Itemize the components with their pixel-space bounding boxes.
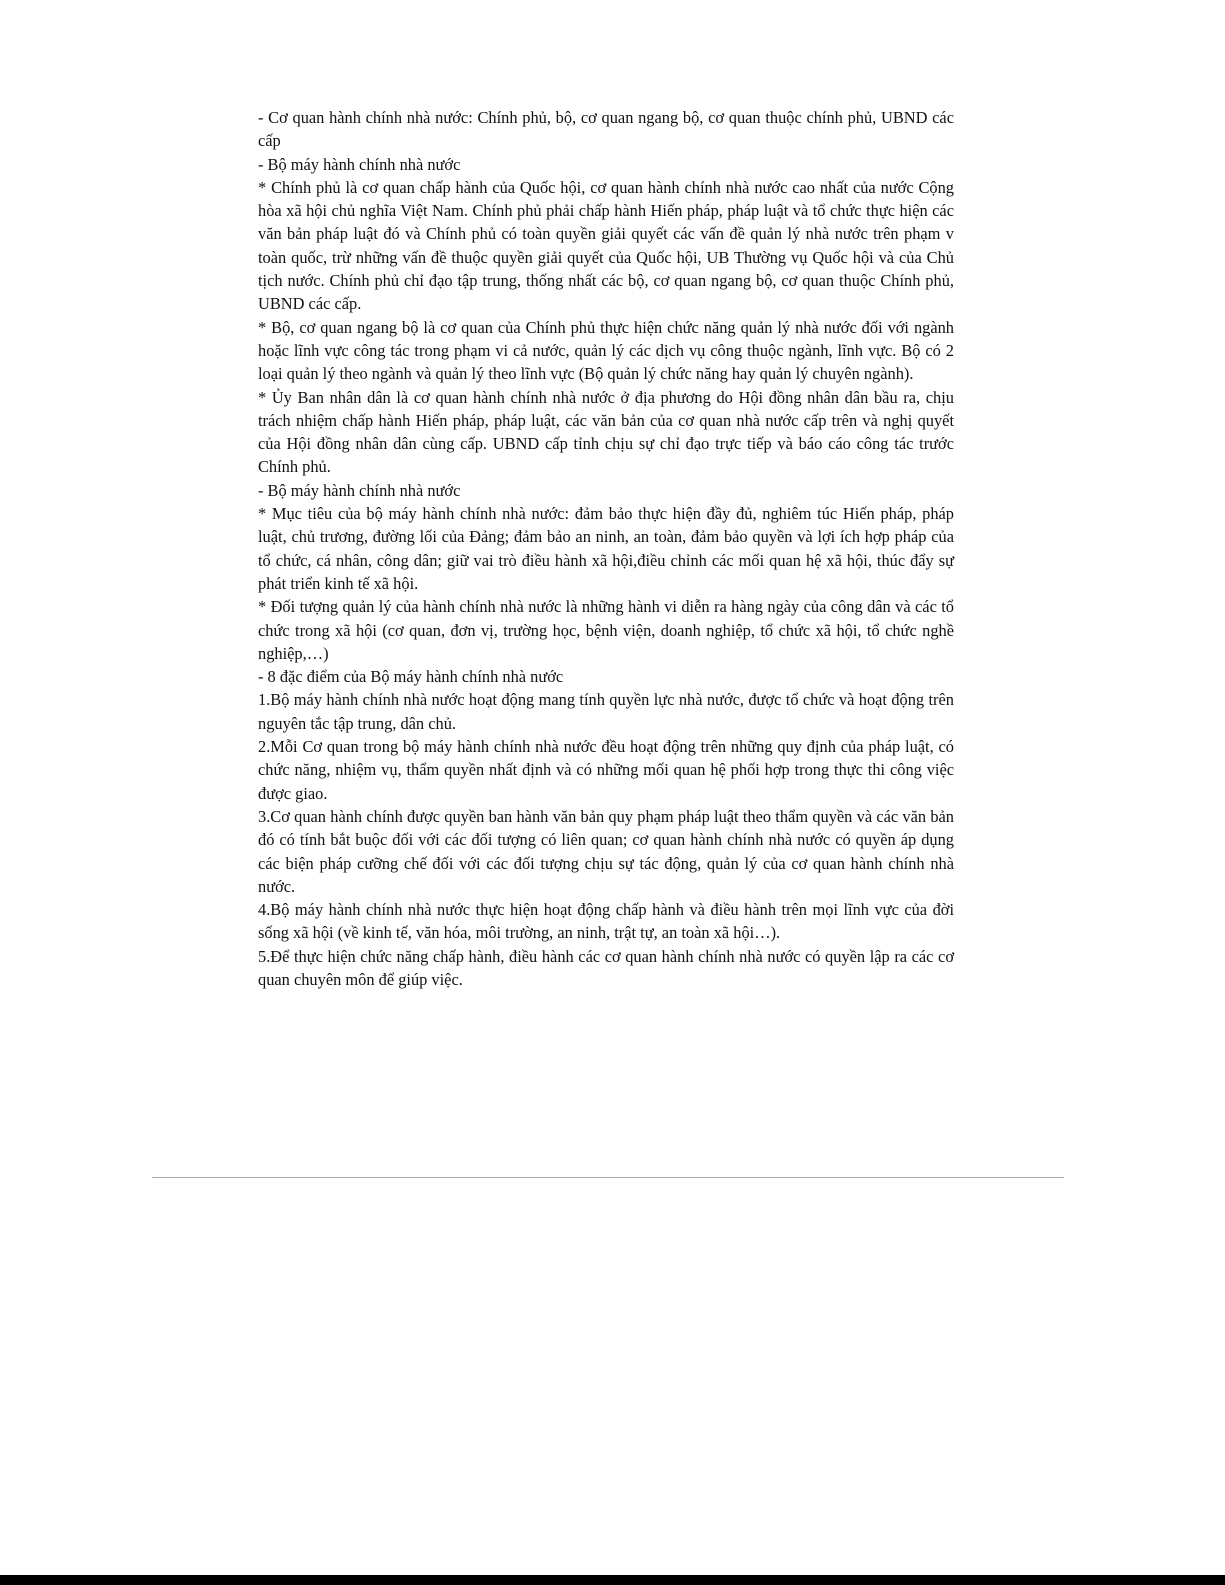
paragraph: * Mục tiêu của bộ máy hành chính nhà nước: đảm bảo thực hiện đầy đủ, nghiêm túc Hiến pháp, pháp luật, chủ trương, đường lối của Đảng; đảm bảo an ninh, an toàn, đảm bảo quyền và lợi ích hợp pháp của tổ chức, cá nhân, công dân; giữ vai trò điều hành xã hội,điều chỉnh các mối quan hệ xã hội, thúc đẩy sự phát triển kinh tế xã hội. — [258, 504, 954, 593]
paragraph: - 8 đặc điểm của Bộ máy hành chính nhà nước — [258, 667, 564, 687]
paragraph: - Cơ quan hành chính nhà nước: Chính phủ, bộ, cơ quan ngang bộ, cơ quan thuộc chính phủ, UBND các cấp — [258, 108, 954, 151]
paragraph: * Ủy Ban nhân dân là cơ quan hành chính nhà nước ở địa phương do Hội đồng nhân dân bầu ra, chịu trách nhiệm chấp hành Hiến pháp, pháp luật, các văn bản của cơ quan nhà nước cấp trên và nghị quyết của Hội đồng nhân dân cùng cấp. UBND cấp tỉnh chịu sự chỉ đạo trực tiếp và báo cáo công tác trước Chính phủ. — [258, 387, 954, 477]
paragraph: * Bộ, cơ quan ngang bộ là cơ quan của Chính phủ thực hiện chức năng quản lý nhà nước đối với ngành hoặc lĩnh vực công tác trong phạm vi cả nước, quản lý các dịch vụ công thuộc ngành, lĩnh vực. Bộ có 2 loại quản lý theo ngành và quản lý theo lĩnh vực (Bộ quản lý chức năng hay quản lý chuyên ngành). — [258, 317, 954, 384]
paragraph: 5.Để thực hiện chức năng chấp hành, điều hành các cơ quan hành chính nhà nước có quyền lập ra các cơ quan chuyên môn để giúp việc. — [258, 946, 954, 989]
page-bottom-edge — [0, 1575, 1225, 1585]
paragraph: * Đối tượng quản lý của hành chính nhà nước là những hành vi diễn ra hàng ngày của công dân và các tổ chức trong xã hội (cơ quan, đơn vị, trường học, bệnh viện, doanh nghiệp, tổ chức xã hội, tổ chức nghề nghiệp,…) — [258, 597, 954, 663]
paragraph: - Bộ máy hành chính nhà nước — [258, 480, 461, 500]
page-divider — [152, 1177, 1064, 1178]
paragraph: 2.Mỗi Cơ quan trong bộ máy hành chính nhà nước đều hoạt động trên những quy định của pháp luật, có chức năng, nhiệm vụ, thẩm quyền nhất định và có những mối quan hệ phối hợp trong thực thi công việc được giao. — [258, 737, 954, 803]
paragraph: - Bộ máy hành chính nhà nước — [258, 154, 461, 174]
paragraph: 1.Bộ máy hành chính nhà nước hoạt động mang tính quyền lực nhà nước, được tổ chức và hoạt động trên nguyên tắc tập trung, dân chủ. — [258, 690, 954, 733]
paragraph: 3.Cơ quan hành chính được quyền ban hành văn bản quy phạm pháp luật theo thẩm quyền và các văn bản đó có tính bắt buộc đối với các đối tượng có liên quan; cơ quan hành chính nhà nước có quyền áp dụng các biện pháp cưỡng chế đối với các đối tượng chịu sự tác động, quản lý của cơ quan hành chính nhà nước. — [258, 806, 954, 896]
paragraph: * Chính phủ là cơ quan chấp hành của Quốc hội, cơ quan hành chính nhà nước cao nhất của nước Cộng hòa xã hội chủ nghĩa Việt Nam. Chính phủ phải chấp hành Hiến pháp, pháp luật và tổ chức thực hiện các văn bản pháp luật đó và Chính phủ có toàn quyền giải quyết các vấn đề quản lý nhà nước trên phạm v toàn quốc, trừ những vấn đề thuộc quyền giải quyết của Quốc hội, UB Thường vụ Quốc hội và của Chủ tịch nước. Chính phủ chỉ đạo tập trung, thống nhất các bộ, cơ quan ngang bộ, cơ quan thuộc Chính phủ, UBND các cấp. — [258, 177, 954, 314]
paragraph: 4.Bộ máy hành chính nhà nước thực hiện hoạt động chấp hành và điều hành trên mọi lĩnh vực của đời sống xã hội (về kinh tế, văn hóa, môi trường, an ninh, trật tự, an toàn xã hội…). — [258, 900, 954, 943]
document-body — [258, 106, 954, 991]
